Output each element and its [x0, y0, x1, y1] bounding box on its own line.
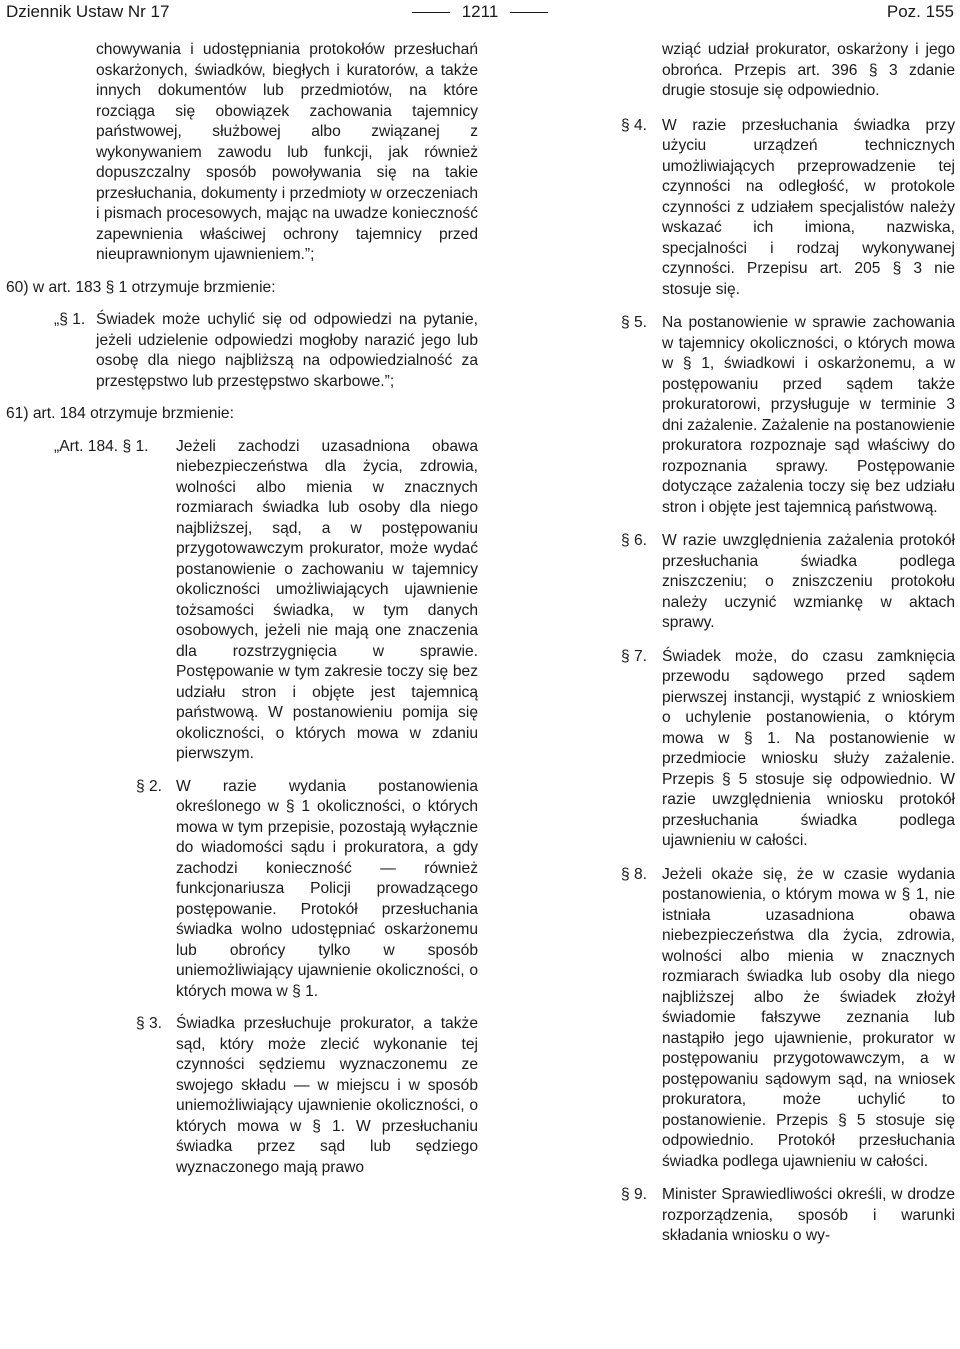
paragraph-9-number: § 9.: [621, 1186, 648, 1203]
quote-60-text: Świadek może uchylić się od odpowiedzi na pytanie, jeżeli udzielenie odpowiedzi mogłoby narazić jego lub osobę dla niego najbliższą na odpowiedzialność za przestępstwo lub przestępstwo skarbowe.”;: [96, 311, 478, 390]
left-column: [6, 40, 478, 1190]
amendment-item-61: [6, 404, 478, 425]
paragraph-7-text: Świadek może, do czasu zamknięcia przewodu sądowego przed sądem pierwszej instancji, wystąpić z wnioskiem o uchylenie postanowienia, o którym mowa w § 1. Na postanowienie w przedmiocie wniosku służy zażalenie. Przepis § 5 stosuje się odpowiednio. W razie uwzględnienia wniosku protokół przesłuchania świadka podlega ujawnieniu w całości.: [662, 647, 955, 849]
paragraph-7-number: § 7.: [621, 647, 648, 665]
page-number-text: 1211: [461, 2, 499, 21]
paragraph-8: [619, 865, 955, 1173]
continuation-paragraph: wziąć udział prokurator, oskarżony i jego obrońca. Przepis art. 396 § 3 zdanie drugie stosuje się odpowiednio.: [662, 41, 955, 99]
paragraph-4: [619, 116, 955, 301]
quote-60: [6, 310, 478, 392]
paragraph-6-number: § 6.: [621, 532, 648, 549]
dash-right: [510, 12, 548, 13]
paragraph-9-text: Minister Sprawiedliwości określi, w drodze rozporządzenia, sposób i warunki składania wniosku o wy-: [662, 1186, 955, 1244]
amendment-60-text: 60) w art. 183 § 1 otrzymuje brzmienie:: [6, 278, 276, 296]
paragraph-5-text: Na postanowienie w sprawie zachowania w tajemnicy okoliczności, o których mowa w § 1, świadkowi i oskarżonemu, a w postępowaniu przed sądem także prokuratorowi, przysługuje w terminie 3 dni zażalenie. Zażalenie na postanowienie prokuratora rozpoznaje sąd właściwy do rozpoznania sprawy. Postępowanie dotyczące zażalenia toczy się bez udziału stron i objęte jest tajemnicą państwową.: [662, 314, 956, 516]
amendment-61-text: 61) art. 184 otrzymuje brzmienie:: [6, 405, 234, 422]
art184-par1-text: Jeżeli zachodzi uzasadniona obawa niebezpieczeństwa dla życia, zdrowia, wolności albo mienia w znacznych rozmiarach świadka lub osoby dla niego najbliższej, sąd, a w postępowaniu przygotowawczym prokurator, może wydać postanowienie o zachowaniu w tajemnicy okoliczności umożliwiających ujawnienie tożsamości świadka, w tym danych osobowych, jeżeli nie mają one znaczenia dla rozstrzygnięcia w sprawie. Postępowanie w tym zakresie toczy się bez udziału stron i objęte jest tajemnicą państwową. W postanowieniu pomija się okoliczności, o których mowa w zdaniu pierwszym.: [176, 437, 478, 762]
art184-par3-lead: § 3.: [136, 1015, 163, 1032]
art184-par3-text: Świadka przesłuchuje prokurator, a także sąd, który może zlecić wykonanie tej czynności sędziemu wyznaczonemu ze swojego składu — w miejscu i w sposób uniemożliwiający ujawnienie okoliczności, o których mowa w § 1. W przesłuchaniu świadka przez sąd lub sędziego wyznaczonego mają prawo: [176, 1015, 478, 1176]
paragraph-6-text: W razie uwzględnienia zażalenia protokół przesłuchania świadka podlega zniszczeniu; o zniszczeniu protokołu należy uczynić wzmiankę w aktach sprawy.: [662, 532, 955, 631]
art184-par1: [6, 437, 478, 765]
paragraph-5: [619, 313, 955, 518]
art184-par2-text: W razie wydania postanowienia określonego w § 1 okoliczności, o których mowa w tym przepisie, pozostają wyłącznie do wiadomości sądu i prokuratora, a gdy zachodzi konieczność — również funkcjonariusza Policji prowadzącego postępowanie. Protokół przesłuchania świadka wolno udostępniać oskarżonemu lub obrońcy tylko w sposób uniemożliwiający ujawnienie okoliczności, o których mowa w § 1.: [176, 777, 478, 1000]
amendment-item-60: [6, 278, 478, 299]
dash-left: [412, 12, 450, 13]
right-column: [619, 40, 955, 1260]
art184-par2: [6, 777, 478, 1003]
paragraph-9: [619, 1185, 955, 1247]
paragraph-4-text: W razie przesłuchania świadka przy użyciu urządzeń technicznych umożliwiających przeprowadzenie tej czynności na odległość, w protokole czynności z udziałem specjalistów należy wskazać ich imiona, nazwiska, specjalności i rodzaj wykonywanej czynności. Przepisu art. 205 § 3 nie stosuje się.: [662, 116, 955, 298]
art184-par3: [6, 1014, 478, 1178]
page-header: [0, 0, 960, 26]
quote-60-lead: „§ 1.: [54, 311, 86, 328]
paragraph-8-text: Jeżeli okaże się, że w czasie wydania postanowienia, o którym mowa w § 1, nie istniała uzasadniona obawa niebezpieczeństwa dla życia, zdrowia, wolności albo mienia w znacznych rozmiarach świadka lub osoby dla niego najbliższej albo że świadek złożył świadomie fałszywe zeznania lub nastąpiło jego ujawnienie, prokurator w postępowaniu przygotowawczym, a w postępowaniu sądowym sąd, na wniosek prokuratora, może uchylić to postanowienie. Przepis § 5 stosuje się odpowiednio. Protokół przesłuchania świadka podlega ujawnieniu w całości.: [662, 865, 955, 1170]
paragraph-8-number: § 8.: [621, 865, 648, 883]
position-number: Poz. 155: [886, 2, 954, 21]
paragraph-6: [619, 531, 955, 634]
page-number: [0, 1, 960, 23]
art184-par2-lead: § 2.: [136, 777, 163, 795]
journal-title: Dziennik Ustaw Nr 17: [6, 2, 170, 21]
paragraph-5-number: § 5.: [621, 314, 648, 331]
paragraph-7: [619, 647, 955, 852]
paragraph-4-number: § 4.: [621, 116, 648, 134]
art184-lead: „Art. 184. § 1.: [54, 437, 149, 455]
intro-paragraph: chowywania i udostępniania protokołów przesłuchań oskarżonych, świadków, biegłych i kuratorów, a także innych dokumentów lub przedmiotów, na które rozciąga się obowiązek zachowania tajemnicy państwowej, służbowej albo związanej z wykonywaniem zawodu lub funkcji, jak również dopuszczalny sposób powoływania się na takie przesłuchania, dokumenty i przedmioty w orzeczeniach i pismach procesowych, mając na uwadze konieczność zapewnienia właściwej ochrony tajemnicy przed nieuprawnionym ujawnieniem.”;: [96, 41, 478, 263]
